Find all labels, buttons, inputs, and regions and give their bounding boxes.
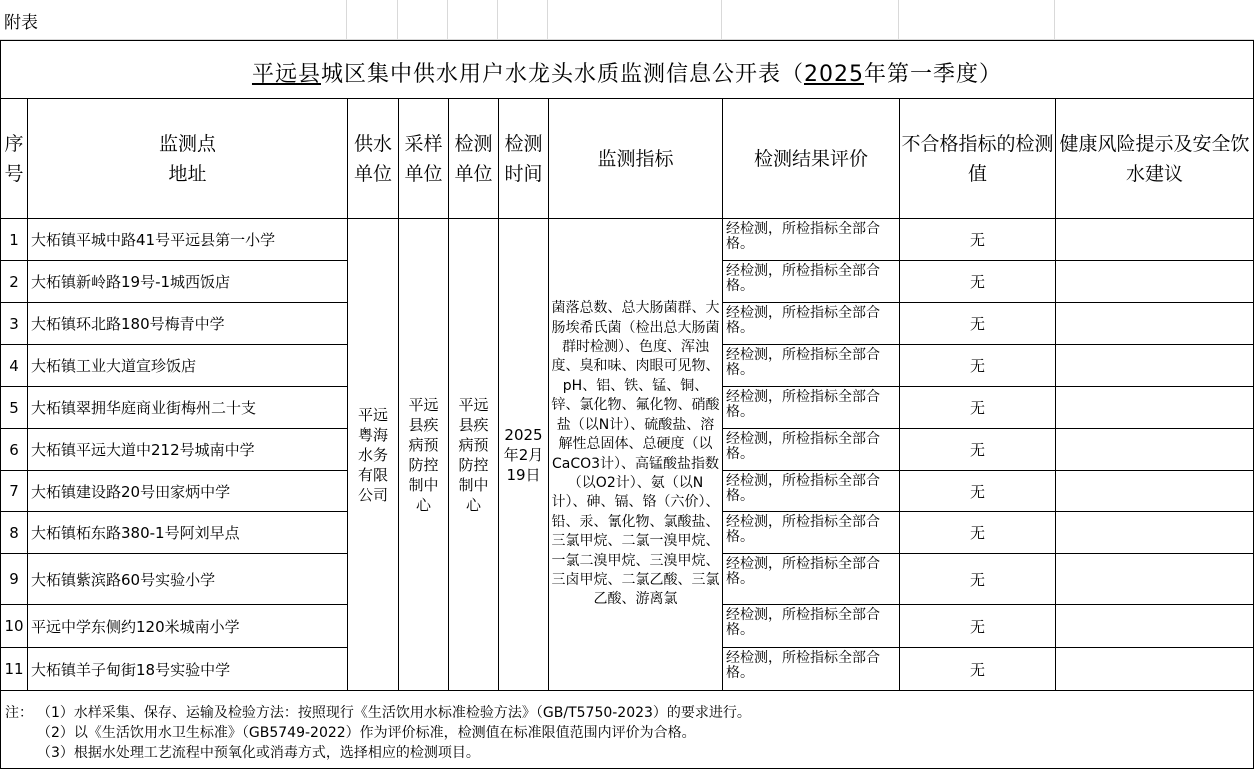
header-evaluation[interactable]: 检测结果评价 bbox=[723, 99, 900, 219]
header-supply-unit[interactable]: 供水单位 bbox=[348, 99, 399, 219]
row-health-advice[interactable] bbox=[1056, 303, 1254, 345]
row-address[interactable]: 平远中学东侧约120米城南小学 bbox=[28, 605, 348, 648]
row-failed-value[interactable]: 无 bbox=[900, 261, 1056, 303]
row-failed-value[interactable]: 无 bbox=[900, 219, 1056, 261]
row-evaluation[interactable]: 经检测，所检指标全部合格。 bbox=[723, 387, 900, 429]
header-seq[interactable]: 序号 bbox=[1, 99, 28, 219]
row-failed-value[interactable]: 无 bbox=[900, 512, 1056, 554]
row-evaluation[interactable]: 经检测，所检指标全部合格。 bbox=[723, 554, 900, 605]
row-seq[interactable]: 9 bbox=[1, 554, 28, 605]
row-health-advice[interactable] bbox=[1056, 554, 1254, 605]
header-test-time[interactable]: 检测时间 bbox=[499, 99, 549, 219]
note-2: （2）以《生活饮用水卫生标准》（GB5749-2022）作为评价标准，检测值在标准限值范围内评价为合格。 bbox=[37, 725, 696, 741]
title-quarter: 年第一季度） bbox=[864, 62, 1003, 87]
row-seq[interactable]: 7 bbox=[1, 471, 28, 512]
header-sampling-unit[interactable]: 采样单位 bbox=[399, 99, 449, 219]
header-location-line1: 监测点 bbox=[158, 132, 216, 155]
title-year: 2025 bbox=[804, 62, 864, 87]
row-evaluation[interactable]: 经检测，所检指标全部合格。 bbox=[723, 261, 900, 303]
row-address[interactable]: 大柘镇紫滨路60号实验小学 bbox=[28, 554, 348, 605]
header-health-advice[interactable]: 健康风险提示及安全饮水建议 bbox=[1056, 99, 1254, 219]
row-failed-value[interactable]: 无 bbox=[900, 387, 1056, 429]
row-seq[interactable]: 6 bbox=[1, 429, 28, 471]
header-failed-values[interactable]: 不合格指标的检测值 bbox=[900, 99, 1056, 219]
title-county: 平远县 bbox=[251, 62, 321, 87]
note-1: （1）水样采集、保存、运输及检验方法：按照现行《生活饮用水标准检验方法》（GB/T5750-2023）的要求进行。 bbox=[37, 705, 751, 721]
row-seq[interactable]: 2 bbox=[1, 261, 28, 303]
notes-cell[interactable] bbox=[0, 690, 1254, 769]
title-main: 城区集中供水用户水龙头水质监测信息公开表（ bbox=[320, 62, 804, 87]
row-health-advice[interactable] bbox=[1056, 605, 1254, 648]
header-testing-unit[interactable]: 检测单位 bbox=[449, 99, 499, 219]
row-evaluation[interactable]: 经检测，所检指标全部合格。 bbox=[723, 219, 900, 261]
header-indicators[interactable]: 监测指标 bbox=[549, 99, 723, 219]
header-location-line2: 地址 bbox=[168, 162, 207, 185]
row-failed-value[interactable]: 无 bbox=[900, 471, 1056, 512]
row-address[interactable]: 大柘镇翠拥华庭商业街梅州二十支 bbox=[28, 387, 348, 429]
row-address[interactable]: 大柘镇工业大道宣珍饭店 bbox=[28, 345, 348, 387]
row-address[interactable]: 大柘镇平城中路41号平远县第一小学 bbox=[28, 219, 348, 261]
title-cell[interactable] bbox=[0, 40, 1254, 99]
row-address[interactable]: 大柘镇柘东路380-1号阿刘早点 bbox=[28, 512, 348, 554]
row-address[interactable]: 大柘镇建设路20号田家炳中学 bbox=[28, 471, 348, 512]
row-health-advice[interactable] bbox=[1056, 429, 1254, 471]
notes-prefix: 注： bbox=[5, 705, 33, 721]
appendix-label: 附表 bbox=[4, 13, 38, 33]
row-address[interactable]: 大柘镇新岭路19号-1城西饭店 bbox=[28, 261, 348, 303]
row-health-advice[interactable] bbox=[1056, 648, 1254, 691]
header-location[interactable] bbox=[28, 99, 348, 219]
row-failed-value[interactable]: 无 bbox=[900, 554, 1056, 605]
row-failed-value[interactable]: 无 bbox=[900, 429, 1056, 471]
supply-unit-cell[interactable]: 平远粤海水务有限公司 bbox=[348, 219, 399, 691]
page-title bbox=[1, 57, 1253, 88]
test-time-cell[interactable]: 2025年2月19日 bbox=[499, 219, 549, 691]
row-health-advice[interactable] bbox=[1056, 219, 1254, 261]
sampling-unit-cell[interactable]: 平远县疾病预防控制中心 bbox=[399, 219, 449, 691]
row-evaluation[interactable]: 经检测，所检指标全部合格。 bbox=[723, 605, 900, 648]
row-evaluation[interactable]: 经检测，所检指标全部合格。 bbox=[723, 429, 900, 471]
row-seq[interactable]: 11 bbox=[1, 648, 28, 691]
row-seq[interactable]: 5 bbox=[1, 387, 28, 429]
indicators-cell[interactable]: 菌落总数、总大肠菌群、大肠埃希氏菌（检出总大肠菌群时检测）、色度、浑浊度、臭和味、肉眼可见物、 pH、铝、铁、锰、铜、锌、氯化物、氟化物、硝酸盐（以N计）、硫酸盐、溶解性总固体、总硬度（以CaCO3计）、高锰酸盐指数（以O2计）、氨（以N计）、砷、镉、铬（六价）、铅、汞、氰化物、氯酸盐、三氯甲烷、二氯一溴甲烷、一氯二溴甲烷、三溴甲烷、三卤甲烷、二氯乙酸、三氯乙酸、游离氯 bbox=[549, 219, 723, 691]
row-evaluation[interactable]: 经检测，所检指标全部合格。 bbox=[723, 303, 900, 345]
row-seq[interactable]: 3 bbox=[1, 303, 28, 345]
row-address[interactable]: 大柘镇羊子甸街18号实验中学 bbox=[28, 648, 348, 691]
row-health-advice[interactable] bbox=[1056, 471, 1254, 512]
row-failed-value[interactable]: 无 bbox=[900, 303, 1056, 345]
row-address[interactable]: 大柘镇环北路180号梅青中学 bbox=[28, 303, 348, 345]
row-address[interactable]: 大柘镇平远大道中212号城南中学 bbox=[28, 429, 348, 471]
row-seq[interactable]: 8 bbox=[1, 512, 28, 554]
row-failed-value[interactable]: 无 bbox=[900, 345, 1056, 387]
row-seq[interactable]: 1 bbox=[1, 219, 28, 261]
water-quality-table bbox=[0, 98, 1254, 691]
row-seq[interactable]: 4 bbox=[1, 345, 28, 387]
row-failed-value[interactable]: 无 bbox=[900, 648, 1056, 691]
testing-unit-cell[interactable]: 平远县疾病预防控制中心 bbox=[449, 219, 499, 691]
row-evaluation[interactable]: 经检测，所检指标全部合格。 bbox=[723, 512, 900, 554]
row-health-advice[interactable] bbox=[1056, 345, 1254, 387]
table-row bbox=[1, 219, 1254, 261]
row-health-advice[interactable] bbox=[1056, 387, 1254, 429]
row-evaluation[interactable]: 经检测，所检指标全部合格。 bbox=[723, 471, 900, 512]
row-evaluation[interactable]: 经检测，所检指标全部合格。 bbox=[723, 345, 900, 387]
sheet-gridlines bbox=[0, 0, 1254, 40]
note-3: （3）根据水处理工艺流程中预氧化或消毒方式，选择相应的检测项目。 bbox=[37, 745, 480, 761]
row-failed-value[interactable]: 无 bbox=[900, 605, 1056, 648]
header-row bbox=[1, 99, 1254, 219]
row-health-advice[interactable] bbox=[1056, 512, 1254, 554]
row-seq[interactable]: 10 bbox=[1, 605, 28, 648]
row-health-advice[interactable] bbox=[1056, 261, 1254, 303]
row-evaluation[interactable]: 经检测，所检指标全部合格。 bbox=[723, 648, 900, 691]
